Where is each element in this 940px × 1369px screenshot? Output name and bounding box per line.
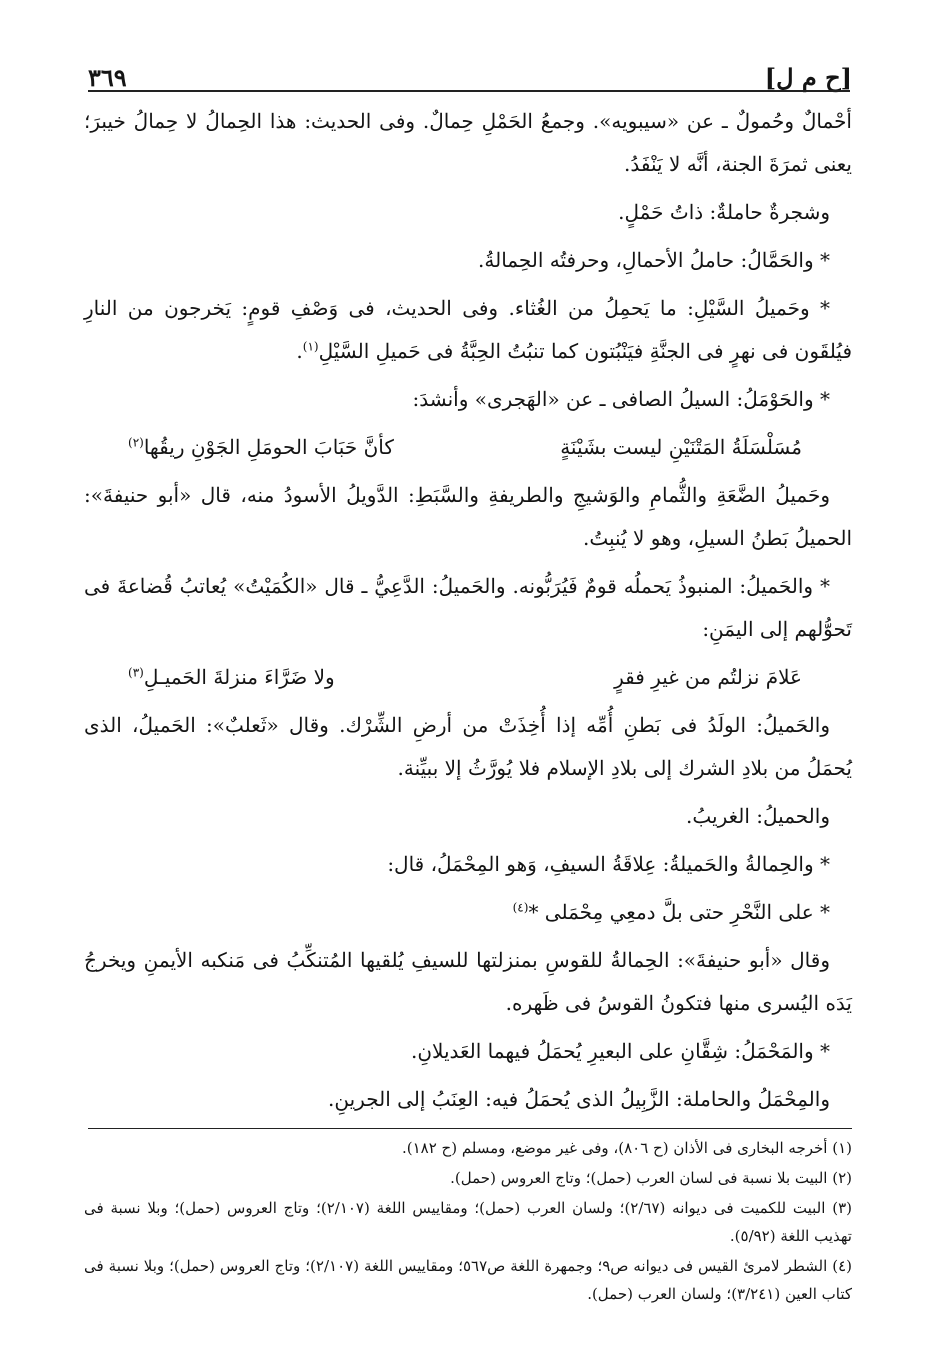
paragraph: أحْمالٌ وحُمولٌ ـ عن «سيبويه». وجمعُ الحَمْلِ حِمالٌ. وفى الحديث: هذا الحِمالُ لا حِمالُ خيبرَ؛ يعنى ثمرَةَ الجنة، أنَّه لا يَنْفَدُ. xyxy=(84,109,852,176)
paragraph: * والحَوْمَلُ: السيلُ الصافى ـ عن «الهَجرى» وأنشدَ: xyxy=(412,387,830,411)
verse-first-hemistich: عَلامَ نزلتُم من غيرِ فقرٍ xyxy=(614,665,802,689)
footnote: (٣) البيت للكميت فى ديوانه (٢/٦٧)؛ ولسان العرب (حمل)؛ ومقاييس اللغة (٢/١٠٧)؛ وتاج العروس (حمل)؛ وبلا نسبة فى تهذيب اللغة (٥/٩٢). xyxy=(84,1199,852,1245)
footnote: (١) أخرجه البخارى فى الأذان (ح ٨٠٦)، وفى غير موضع، ومسلم (ح ١٨٢). xyxy=(401,1139,852,1157)
footnote-marker: (٣) xyxy=(128,665,144,680)
verse-line xyxy=(84,891,852,934)
verse-second-hemistich xyxy=(128,656,335,699)
paragraph-text: * وحَميلُ السَّيْلِ: ما يَحمِلُ من الغُثاء. وفى الحديث، فى وَصْفِ قومٍ: يَخرجون من النارِ فيُلقَون فى نهرٍ فى الجنَّةِ فيَنْبُتون كما تنبُتُ الحِبَّةُ فى حَميلِ السَّيْلِ xyxy=(84,296,852,363)
verse-second-hemistich xyxy=(128,426,394,469)
verse-text: * على النَّحْرِ حتى بلَّ دمعِي مِحْمَلى * xyxy=(528,900,830,924)
paragraph: وحَميلُ الضَّعَةِ والثُّمامِ والوَشيجِ والطريفةِ والسَّبَطِ: الدَّويلُ الأسودُ منه، قال «أبو حنيفةَ»: الحميلُ بَطنُ السيلِ، وهو لا يُنبِتُ. xyxy=(84,483,852,550)
paragraph: * والحِمالةُ والحَميلةُ: عِلاقَةُ السيفِ، وَهو المِحْمَلُ، قال: xyxy=(387,852,830,876)
paragraph: والحميلُ: الغريبُ. xyxy=(686,804,830,828)
paragraph: * والحَميلُ: المنبوذُ يَحملُه قومٌ فَيُرَبُّونه. والحَميلُ: الدَّعِيُّ ـ قال «الكُمَيْتُ» يُعاتبُ قُضاعةَ فى تَحوُّلهم إلى اليمَنِ: xyxy=(84,574,852,641)
paragraph: * والحَمَّالُ: حاملُ الأحمالِ، وحرفتُه الحِمالةُ. xyxy=(478,248,830,272)
verse-line xyxy=(84,426,852,469)
footnote-marker: (٤) xyxy=(512,900,529,915)
paragraph: * وحَميلُ السَّيْلِ: ما يَحمِلُ من الغُثاء. وفى الحديث، فى وَصْفِ قومٍ: يَخرجون من النارِ فيُلقَون فى نهرٍ فى الجنَّةِ فيَنْبُتون كما تنبُتُ الحِبَّةُ فى حَميلِ السَّيْلِ$^{(١)}$. xyxy=(84,296,852,363)
root-heading: [ح م ل] xyxy=(764,63,852,92)
footnote-marker: (٢) xyxy=(128,435,144,450)
footnote-marker: (١) xyxy=(302,339,319,354)
page-number: ٣٦٩ xyxy=(88,63,127,92)
paragraph: وقال «أبو حنيفةَ»: الحِمالةُ للقوسِ بمنزلتها للسيفِ يُلقيها المُتنكِّبُ فى مَنكبه الأيمنِ ويخرجُ يَدَه اليُسرى منها فتكونُ القوسُ فى ظَهره. xyxy=(84,948,852,1015)
hemistich-text: كأنَّ حَبَابَ الحومَلِ الجَوْنِ ريقُها xyxy=(143,435,394,459)
entry-body xyxy=(84,100,852,1126)
hemistich-text: ولا ضَرَّاءَ منزلةَ الحَميـلِ xyxy=(143,665,335,689)
footnote: (٤) الشطر لامرئ القيس فى ديوانه ص٩؛ وجمهرة اللغة ص٥٦٧؛ ومقاييس اللغة (٢/١٠٧)؛ وتاج العروس (حمل)؛ وبلا نسبة فى كتاب العين (٣/٢٤١)؛ ولسان العرب (حمل). xyxy=(84,1257,852,1303)
header-rule xyxy=(88,90,850,92)
footnotes xyxy=(84,1134,852,1310)
verse-line xyxy=(84,656,852,699)
footnote-rule xyxy=(88,1128,852,1129)
verse-first-hemistich: مُسَلْسَلَةُ المَتْنَيْنِ ليست بشَيْنَةٍ xyxy=(560,435,802,459)
paragraph: * والمَحْمَلُ: شِقَّانِ على البعيرِ يُحمَلُ فيهما العَديلانِ. xyxy=(410,1039,830,1063)
page-header xyxy=(88,52,852,92)
paragraph: وشجرةٌ حاملةٌ: ذاتُ حَمْلٍ. xyxy=(618,200,830,224)
paragraph: والحَميلُ: الولَدُ فى بَطنِ أُمِّه إذا أُخِذَتْ من أرضِ الشِّرْك. وقال «ثَعلبٌ»: الحَميلُ، الذى يُحمَلُ من بلادِ الشرك إلى بلادِ الإسلام فلا يُورَّثُ إلا ببيِّنة. xyxy=(84,713,852,780)
footnote: (٢) البيت بلا نسبة فى لسان العرب (حمل)؛ وتاج العروس (حمل). xyxy=(450,1169,852,1187)
paragraph: والمِحْمَلُ والحاملة: الزَّبِيلُ الذى يُحمَلُ فيه: العِنَبُ إلى الجرينِ. xyxy=(328,1087,830,1111)
